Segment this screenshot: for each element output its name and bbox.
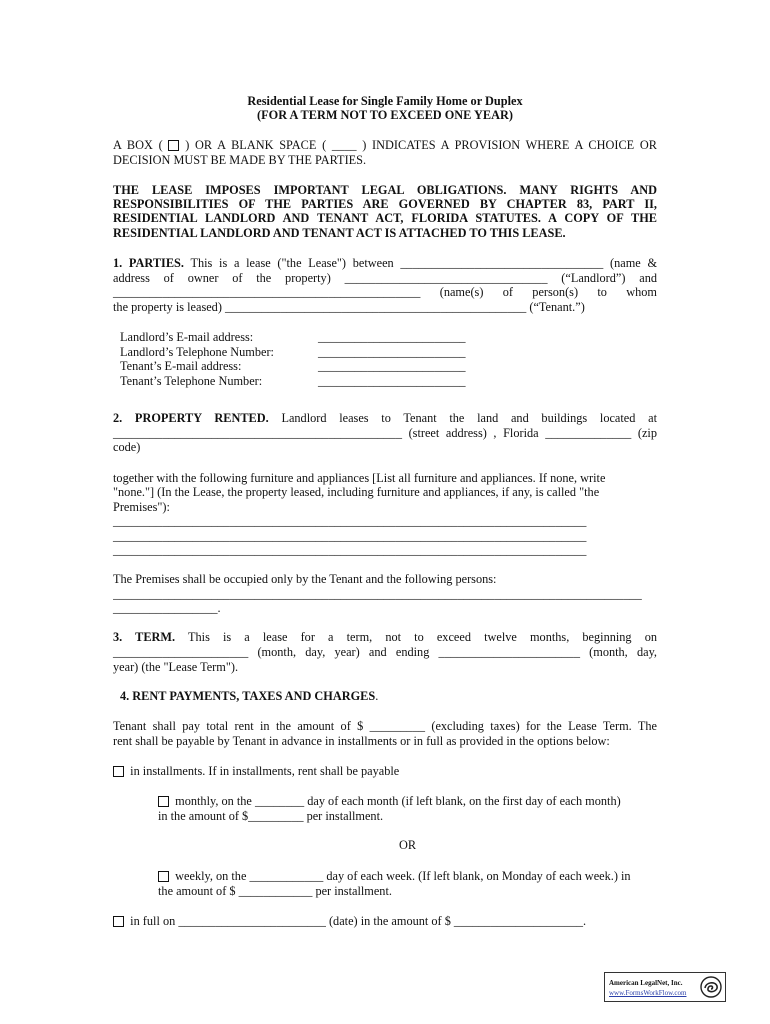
parties-line-4: the property is leased) _________________________________________________ (“Tenant.”) <box>113 300 585 314</box>
weekly-checkbox[interactable] <box>158 871 169 882</box>
property-line-3: code) <box>113 440 141 454</box>
rent-line-2: rent shall be payable by Tenant in advance in installments or in full as provided in the options below: <box>113 734 610 748</box>
option-installments: in installments. If in installments, rent shall be payable <box>113 764 399 779</box>
contact-label-tenant-email: Tenant’s E-mail address: <box>120 359 242 373</box>
warning-line-3: RESIDENTIAL LANDLORD AND TENANT ACT, FLORIDA STATUTES. A COPY OF THE <box>113 211 657 225</box>
contact-blank-tenant-email[interactable]: ________________________ <box>318 359 466 373</box>
contact-label-tenant-phone: Tenant’s Telephone Number: <box>120 374 263 388</box>
monthly-checkbox[interactable] <box>158 796 169 807</box>
warning-line-4: RESIDENTIAL LANDLORD AND TENANT ACT IS ATTACHED TO THIS LEASE. <box>113 226 566 240</box>
furniture-blank-2[interactable]: _____________________________________________________________________________ <box>113 529 587 543</box>
term-line-2: ______________________ (month, day, year) and ending _______________________ (month, day, <box>113 645 657 659</box>
property-line-1: 2. PROPERTY RENTED. Landlord leases to Tenant the land and buildings located at <box>113 411 658 425</box>
contact-blank-tenant-phone[interactable]: ________________________ <box>318 374 466 388</box>
option-monthly-line-2: in the amount of $_________ per installment. <box>158 809 384 823</box>
term-line-1: 3. TERM. This is a lease for a term, not to exceed twelve months, beginning on <box>113 630 657 644</box>
contact-label-landlord-phone: Landlord’s Telephone Number: <box>120 345 274 359</box>
rent-heading: 4. RENT PAYMENTS, TAXES AND CHARGES. <box>120 689 379 703</box>
checkbox-example-icon <box>168 140 179 151</box>
legalnet-logo-icon <box>700 976 722 998</box>
footer-company: American LegalNet, Inc. <box>609 979 683 987</box>
contact-blank-landlord-email[interactable]: ________________________ <box>318 330 466 344</box>
option-monthly-line-1: monthly, on the ________ day of each month (if left blank, on the first day of each month) <box>158 794 657 809</box>
furniture-line-2: "none."] (In the Lease, the property leased, including furniture and appliances, if any, is called "the <box>113 485 600 499</box>
furniture-line-1: together with the following furniture and appliances [List all furniture and appliances. If none, write <box>113 471 606 485</box>
furniture-line-3: Premises"): <box>113 500 170 514</box>
warning-line-1: THE LEASE IMPOSES IMPORTANT LEGAL OBLIGATIONS. MANY RIGHTS AND <box>113 183 657 197</box>
in-full-checkbox[interactable] <box>113 916 124 927</box>
option-weekly-line-1: weekly, on the ____________ day of each week. (If left blank, on Monday of each week.) in <box>158 869 657 884</box>
furniture-blank-1[interactable]: _____________________________________________________________________________ <box>113 514 587 528</box>
option-in-full: in full on ________________________ (date) in the amount of $ _____________________. <box>113 914 586 929</box>
parties-line-1: 1. PARTIES. This is a lease ("the Lease") between _________________________________ (name & <box>113 256 658 270</box>
warning-line-2: RESPONSIBILITIES OF THE PARTIES ARE GOVERNED BY CHAPTER 83, PART II, <box>113 197 657 211</box>
or-separator: OR <box>399 838 417 852</box>
contact-blank-landlord-phone[interactable]: ________________________ <box>318 345 466 359</box>
notice-line-2: DECISION MUST BE MADE BY THE PARTIES. <box>113 153 367 167</box>
document-title: Residential Lease for Single Family Home or Duplex <box>247 94 523 108</box>
occupied-blank-1[interactable]: ______________________________________________________________________________________ <box>113 587 642 601</box>
term-line-3: year) (the "Lease Term"). <box>113 660 239 674</box>
parties-line-2: address of owner of the property) _________________________________ (“Landlord”) and <box>113 271 657 285</box>
notice-line-1: A BOX ( ) OR A BLANK SPACE ( ____ ) INDICATES A PROVISION WHERE A CHOICE OR <box>113 138 657 152</box>
contact-label-landlord-email: Landlord’s E-mail address: <box>120 330 254 344</box>
property-line-2: _______________________________________________ (street address) , Florida ______________ (zip <box>113 426 657 440</box>
footer-url[interactable]: www.FormsWorkFlow.com <box>609 989 687 997</box>
occupied-text: The Premises shall be occupied only by the Tenant and the following persons: <box>113 572 497 586</box>
occupied-blank-2[interactable]: _________________. <box>113 601 221 615</box>
rent-line-1: Tenant shall pay total rent in the amount of $ _________ (excluding taxes) for the Lease Term. The <box>113 719 657 733</box>
option-weekly-line-2: the amount of $ ____________ per installment. <box>158 884 392 898</box>
parties-line-3: __________________________________________________ (name(s) of person(s) to whom <box>113 285 657 299</box>
installments-checkbox[interactable] <box>113 766 124 777</box>
document-subtitle: (FOR A TERM NOT TO EXCEED ONE YEAR) <box>257 108 513 122</box>
footer-badge <box>604 972 726 1002</box>
furniture-blank-3[interactable]: _____________________________________________________________________________ <box>113 543 587 557</box>
